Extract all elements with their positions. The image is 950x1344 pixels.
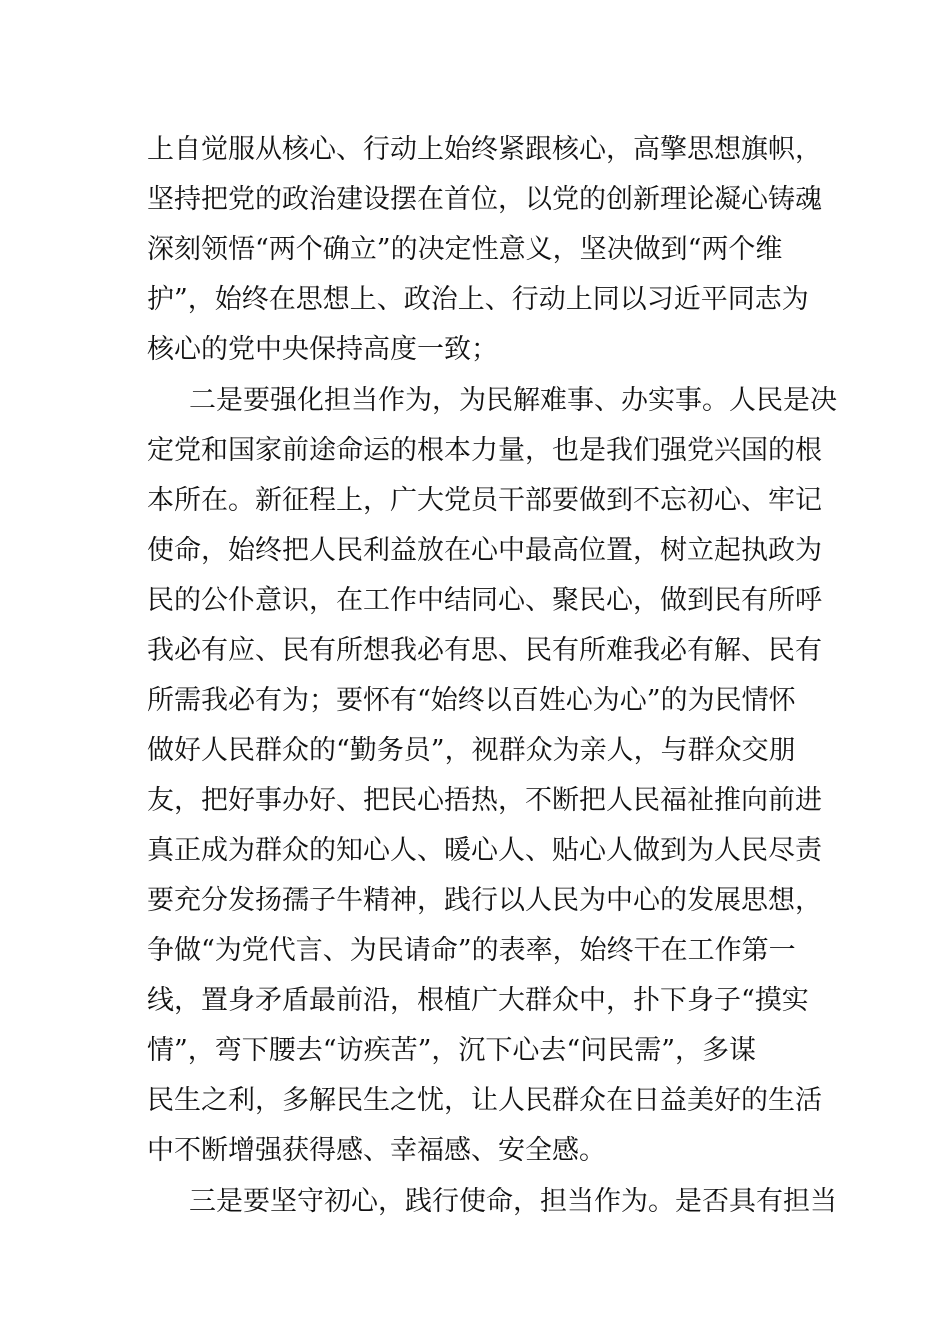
text-line: 线，置身矛盾最前沿，根植广大群众中，扑下身子“摸实 bbox=[147, 985, 809, 1016]
text-line: 护”，始终在思想上、政治上、行动上同以习近平同志为 bbox=[147, 284, 809, 315]
text-line: 使命，始终把人民利益放在心中最高位置，树立起执政为 bbox=[147, 535, 822, 566]
text-line: 上自觉服从核心、行动上始终紧跟核心，高擎思想旗帜， bbox=[147, 134, 822, 165]
text-line: 定党和国家前途命运的根本力量，也是我们强党兴国的根 bbox=[147, 435, 822, 466]
text-line: 做好人民群众的“勤务员”，视群众为亲人，与群众交朋 bbox=[147, 735, 796, 766]
text-line: 真正成为群众的知心人、暖心人、贴心人做到为人民尽责 bbox=[147, 835, 822, 866]
text-line: 深刻领悟“两个确立”的决定性意义，坚决做到“两个维 bbox=[147, 234, 783, 265]
text-line: 友，把好事办好、把民心捂热，不断把人民福祉推向前进 bbox=[147, 785, 822, 816]
text-line: 我必有应、民有所想我必有思、民有所难我必有解、民有 bbox=[147, 635, 822, 666]
text-line: 坚持把党的政治建设摆在首位，以党的创新理论凝心铸魂 bbox=[147, 184, 822, 215]
text-line: 要充分发扬孺子牛精神，践行以人民为中心的发展思想， bbox=[147, 885, 822, 916]
paragraph-start-line: 三是要坚守初心，践行使命，担当作为。是否具有担当 bbox=[189, 1186, 837, 1217]
text-line: 本所在。新征程上，广大党员干部要做到不忘初心、牢记 bbox=[147, 485, 822, 516]
paragraph-start-line: 二是要强化担当作为，为民解难事、办实事。人民是决 bbox=[189, 385, 837, 416]
text-line: 民的公仆意识，在工作中结同心、聚民心，做到民有所呼 bbox=[147, 585, 822, 616]
text-line: 情”，弯下腰去“访疾苦”，沉下心去“问民需”，多谋 bbox=[147, 1035, 757, 1066]
text-line: 中不断增强获得感、幸福感、安全感。 bbox=[147, 1135, 606, 1166]
text-line: 所需我必有为；要怀有“始终以百姓心为心”的为民情怀 bbox=[147, 685, 796, 716]
text-line: 争做“为党代言、为民请命”的表率，始终干在工作第一 bbox=[147, 935, 796, 966]
text-line: 民生之利，多解民生之忧，让人民群众在日益美好的生活 bbox=[147, 1085, 822, 1116]
text-line: 核心的党中央保持高度一致； bbox=[147, 334, 498, 365]
